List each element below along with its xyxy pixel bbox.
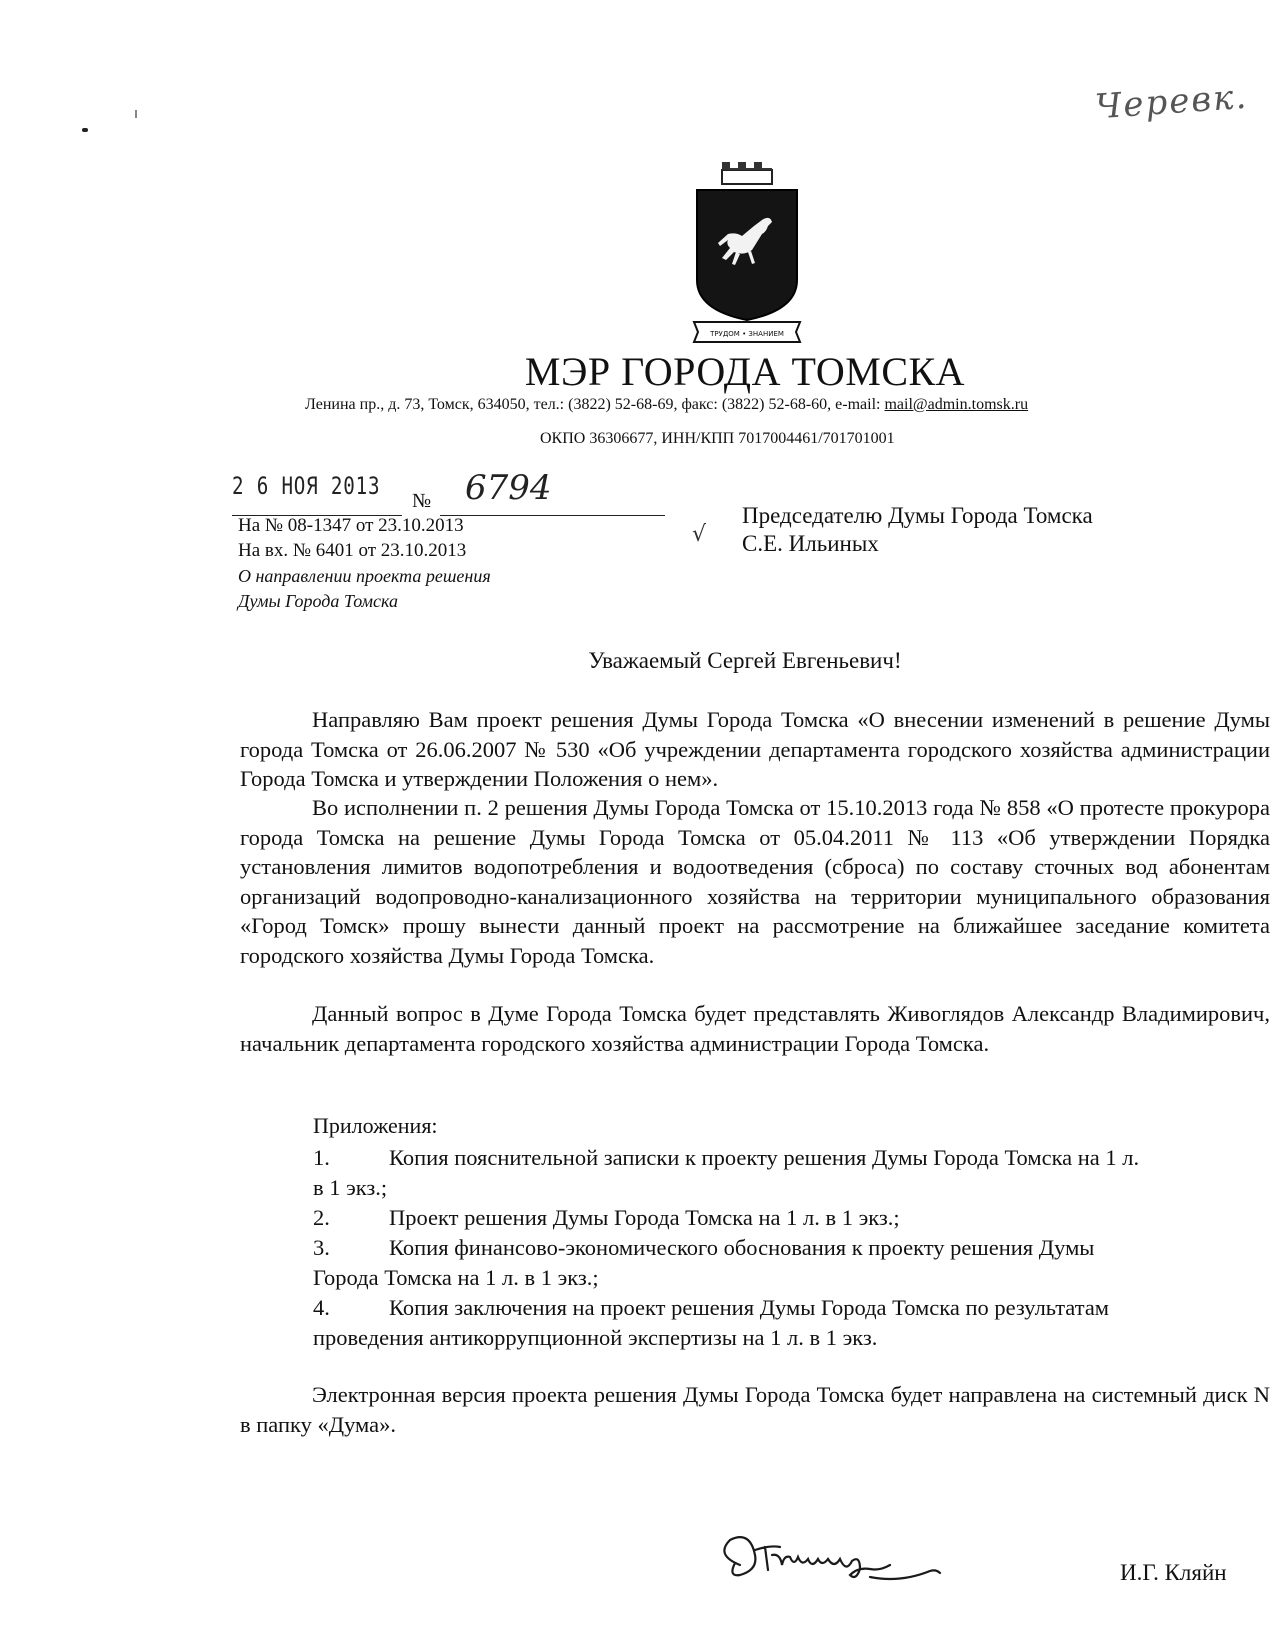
paragraph-text: Во исполнении п. 2 решения Думы Города Томска от 15.10.2013 года № 858 «О протесте прокурора города Томска на решение Думы Города Томска от 05.04.2011 № 113 «Об утверждении Порядка установления лимитов водопотребления и водоотведения (сброса) по составу сточных вод абонентам организаций водопроводно-канализационного хозяйства на территории муниципального образования «Город Томск» прошу вынести данный проект на рассмотрение на ближайшее заседание комитета городского хозяйства Думы Города Томска. [240,795,1270,968]
subject-line: Думы Города Томска [238,591,398,611]
attachment-num: 3. [313,1235,330,1260]
recipient-name: С.Е. Ильиных [742,531,879,556]
body-paragraph [240,999,1270,1058]
attachment-num: 4. [313,1295,330,1320]
attachment-num: 1. [313,1145,330,1170]
page-title: МЭР ГОРОДА ТОМСКА [524,349,966,394]
attachment-text: Копия финансово-экономического обоснования к проекту решения Думы [389,1235,1095,1260]
attachment-text: Копия заключения на проект решения Думы Города Томска по результатам [389,1295,1110,1320]
attachment-cont: в 1 экз.; [313,1174,388,1200]
address-text: Ленина пр., д. 73, Томск, 634050, тел.: (3822) 52-68-69, факс: (3822) 52-68-60, e-mail: [305,396,885,413]
attachment-item [313,1293,1273,1352]
paragraph-text: Направляю Вам проект решения Думы Города Томска «О внесении изменений в решение Думы города Томска от 26.06.2007 № 530 «Об учреждении департамента городского хозяйства администрации Города Томска и утверждении Положения о нем». [240,707,1270,791]
date-stamp: 2 6 НОЯ 2013 [232,472,381,500]
body-paragraph [240,705,1270,794]
address-line [305,396,1028,414]
scan-speck [135,110,137,118]
email-link[interactable]: mail@admin.tomsk.ru [884,396,1029,413]
paragraph-text: Данный вопрос в Думе Города Томска будет представлять Живоглядов Александр Владимирович, начальник департамента городского хозяйства администрации Города Томска. [240,1001,1270,1056]
ref-incoming: На вх. № 6401 от 23.10.2013 [238,540,467,561]
greeting: Уважаемый Сергей Евгеньевич! [588,648,902,673]
shield-icon [697,190,797,320]
attachment-cont: Города Томска на 1 л. в 1 экз.; [313,1264,599,1290]
divider [440,515,665,516]
handwritten-note: Черевк. [1093,76,1250,128]
recipient-position: Председателю Думы Города Томска [742,503,1093,528]
attachment-num: 2. [313,1205,330,1230]
closing-paragraph [240,1380,1270,1439]
crown-icon [722,162,772,184]
signer-name: И.Г. Кляйн [1120,1560,1227,1585]
paragraph-text: Электронная версия проекта решения Думы Города Томска будет направлена на системный диск N в папку «Дума». [240,1382,1270,1437]
attachment-text: Проект решения Думы Города Томска на 1 л. в 1 экз.; [389,1205,900,1230]
okpo-line: ОКПО 36306677, ИНН/КПП 7017004461/701701001 [540,430,895,447]
body-paragraph [240,793,1270,970]
registration-number: 6794 [465,468,552,508]
attachment-cont: проведения антикоррупционной экспертизы на 1 л. в 1 экз. [313,1324,878,1350]
attachment-item [313,1203,1273,1233]
scan-speck [82,128,88,132]
number-label: № [412,490,432,512]
attachment-item [313,1143,1273,1202]
attachments-title: Приложения: [313,1113,438,1138]
emblem-motto: ТРУДОМ • ЗНАНИЕМ [710,330,784,338]
attachment-text: Копия пояснительной записки к проекту решения Думы Города Томска на 1 л. [389,1145,1140,1170]
city-emblem-icon [692,160,802,350]
attachment-item [313,1233,1273,1292]
signature-icon [710,1525,970,1595]
check-mark-icon: √ [692,522,707,547]
ref-outgoing: На № 08-1347 от 23.10.2013 [238,515,464,536]
subject-line: О направлении проекта решения [238,566,491,586]
